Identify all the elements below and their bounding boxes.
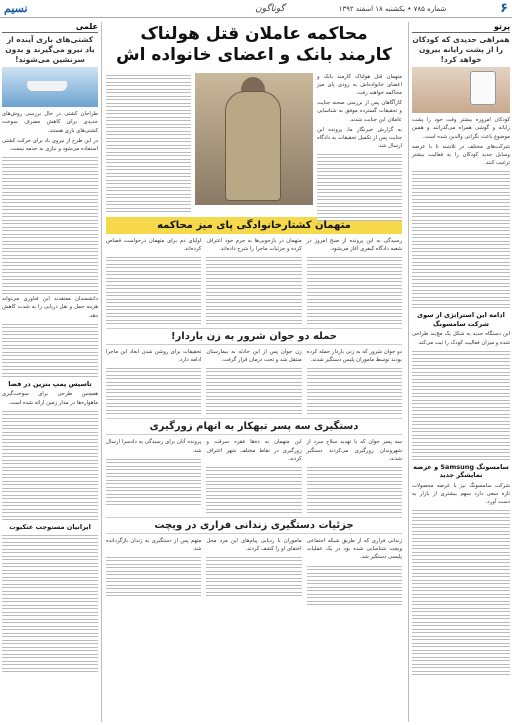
section-logo: گوناگون — [255, 3, 285, 14]
lead-text-2 — [106, 73, 191, 213]
section-fugitive: زندانی فراری که از طریق شبکه اجتماعی ویچت شناسایی شده بود در یک عملیات پلیسی دستگیر شد. ماموران با ردیابی پیام‌های این مرد محل اختفای او را کشف کردند. متهم پس از دستگیری به زندان بازگردانده شد. — [106, 537, 402, 606]
main-headline: محاکمه عاملان قتل هولناک کارمند بانک و اعضای خانواده اش — [116, 24, 392, 66]
left-subhead-2: ایرانیان مستوجب عنکبوت — [9, 522, 91, 531]
headline-fugitive-wechat: جزئیات دستگیری زندانی فراری در ویچت — [106, 517, 402, 534]
left-article-title: کشتی‌های باری آینده از باد نیرو می‌گیرند و بدون سرنشین می‌شوند! — [5, 35, 95, 64]
headline-robbery-arrest: دستگیری سه پسر تبهکار به اتهام زورگیری — [106, 418, 402, 435]
right-column — [408, 22, 510, 722]
left-subhead: تاسیس پمپ بنزین در فضا — [8, 379, 92, 388]
section-trial: رسیدگی به این پرونده از صبح امروز در شعبه دادگاه کیفری آغاز می‌شود. متهمان در بازجویی‌ها به جرم خود اعتراف کرده و جزئیات ماجرا را شرح داده‌اند. اولیای دم برای متهمان درخواست قصاص کرده‌اند. — [106, 237, 402, 325]
section-robbery: سه پسر جوان که با تهدید سلاح سرد از شهروندان زورگیری می‌کردند دستگیر شدند. این متهمان به ده‌ها فقره سرقت و زورگیری در نقاط مختلف شهر اعتراف کردند. پرونده آنان برای رسیدگی به دادسرا ارسال شد. — [106, 438, 402, 514]
masthead-logo: نسیم — [4, 2, 28, 15]
wristband-photo — [412, 67, 510, 113]
right-section-tag: پرتو — [412, 22, 510, 33]
main-column — [106, 22, 402, 722]
lead-story — [106, 73, 402, 213]
lead-text: متهمان قتل هولناک کارمند بانک و اعضای خانواده‌اش به زودی پای میز محاکمه خواهند رفت. کارآگاهان پس از بررسی صحنه جنایت و تحقیقات گسترده موفق به شناسایی عاملان این جنایت شدند. به گزارش خبرنگار ما، پرونده این جنایت پس از تکمیل تحقیقات به دادگاه ارسال شد. — [317, 73, 402, 213]
left-column — [2, 22, 102, 722]
ship-photo — [2, 67, 98, 107]
issue-line: شماره ۷۸۵ • یکشنبه ۱۸ اسفند ۱۳۹۲ — [338, 4, 447, 13]
right-article-title: همراهی جدیدی که کودکان را از پشت رایانه بیرون خواهد کرد! — [412, 35, 510, 64]
headline-pregnant-woman-attack: حمله دو جوان شرور به زن باردار! — [106, 328, 402, 345]
page-header — [0, 0, 512, 18]
suspect-photo — [195, 73, 313, 205]
page-number: ۶ — [500, 1, 508, 16]
right-subhead-2: سامسونگ Samsung و عرضه نمایشگر جدید — [413, 462, 509, 480]
left-section-tag: علمی — [2, 22, 98, 33]
headline-family-murder-trial: متهمان کشتارخانوادگی پای میز محاکمه — [106, 217, 402, 234]
left-article-body: طراحان کشتی در حال بررسی روش‌های جدیدی برای کاهش مصرف سوخت کشتی‌های باری هستند. در این طرح از نیروی باد برای حرکت کشتی استفاده می‌شود و نیازی به خدمه نیست. دانشمندان معتقدند این فناوری می‌تواند هزینه حمل و نقل دریایی را به شدت کاهش دهد. تاسیس پمپ بنزین در فضا همچنین طرحی برای سوخت‌گیری ماهواره‌ها در مدار زمین ارائه شده است. ایرانیان مستوجب عنکبوت — [2, 110, 98, 672]
right-subhead: ادامه این استراتژی از سوی شرکت سامسونگ — [417, 311, 505, 328]
section-attack: دو جوان شرور که به زنی باردار حمله کرده بودند توسط ماموران پلیس دستگیر شدند. زن جوان پس از این حادثه به بیمارستان منتقل شد و تحت درمان قرار گرفت. تحقیقات برای روشن شدن ابعاد این ماجرا ادامه دارد. — [106, 348, 402, 415]
right-article-body: کودکان امروزه بیشتر وقت خود را پشت رایانه و گوشی همراه می‌گذرانند و همین موضوع باعث نگرانی والدین شده است. شرکت‌های مختلف در تلاشند تا با عرضه وسایل جدید کودکان را به فعالیت بیشتر ترغیب کنند. ادامه این استراتژی از سوی شرکت سامسونگ این دستگاه جدید به شکل یک مچ‌بند طراحی شده و میزان فعالیت کودک را ثبت می‌کند. سامسونگ Samsung و عرضه نمایشگر جدید شرکت سامسونگ نیز با عرضه محصولات تازه سعی دارد سهم بیشتری از بازار به دست آورد. — [412, 116, 510, 675]
